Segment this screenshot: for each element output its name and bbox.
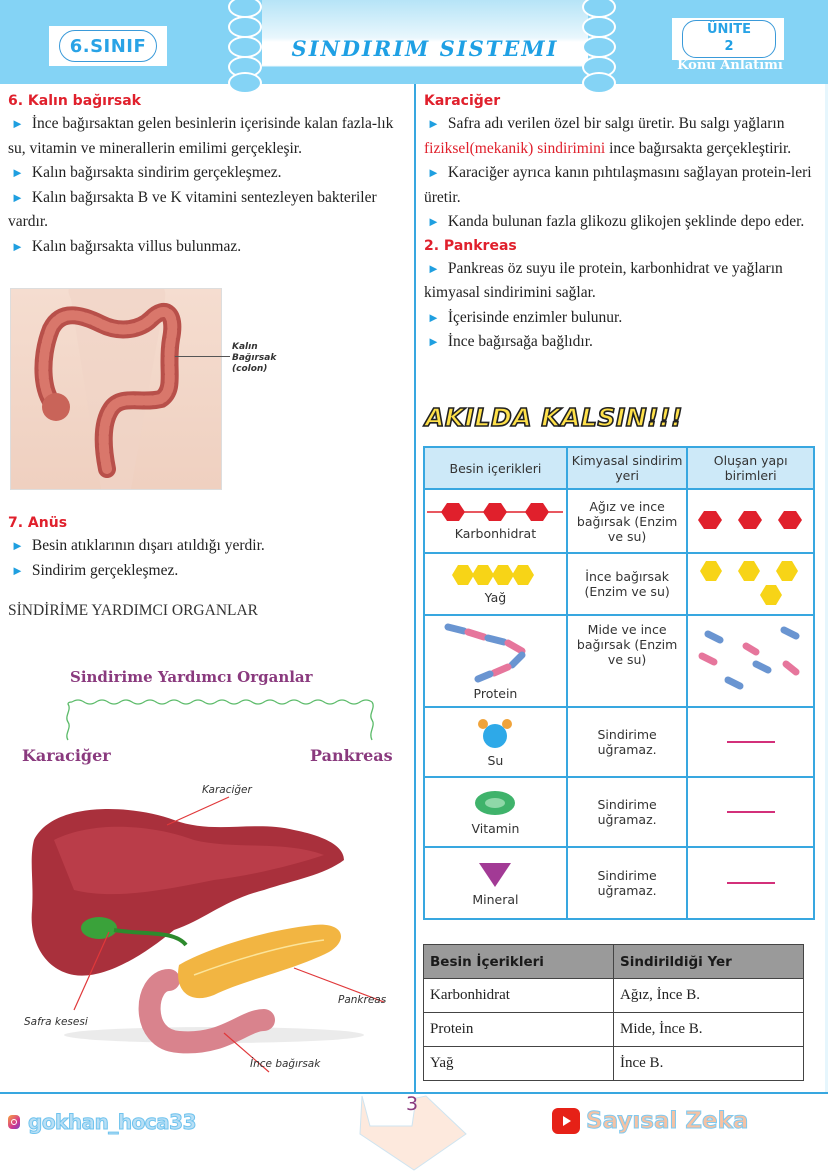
vitamin-icon — [470, 788, 520, 818]
digestion-place: Sindirime uğramaz. — [567, 777, 687, 847]
scallop-decoration-right — [582, 0, 618, 84]
bullet-item: ► Besin atıklarının dışarı atıldığı yerdir. — [11, 537, 265, 554]
digestion-place: Ağız ve ince bağırsak (Enzim ve su) — [567, 489, 687, 553]
column-header: Sindirildiği Yer — [614, 945, 804, 979]
table-row — [424, 553, 814, 615]
helper-organs-heading: SİNDİRİME YARDIMCI ORGANLAR — [8, 602, 259, 619]
bullet-item: ► Kanda bulunan fazla glikozu glikojen şeklinde depo eder. — [427, 213, 805, 230]
diagram-node-liver: Karaciğer — [22, 746, 111, 765]
no-product-dash — [727, 811, 775, 813]
section-title-liver: Karaciğer — [424, 93, 501, 109]
table-cell: Karbonhidrat — [424, 979, 614, 1013]
section-title-pancreas: 2. Pankreas — [424, 237, 517, 254]
bullet-item: ► Sindirim gerçekleşmez. — [11, 561, 179, 579]
bullet-item: ► İçerisinde enzimler bulunur. — [427, 308, 623, 326]
bullet-arrow-icon: ► — [427, 116, 440, 131]
table-row — [424, 777, 814, 847]
unit-badge — [672, 18, 784, 60]
youtube-channel-name: Sayısal Zeka — [586, 1108, 749, 1134]
protein-chain-icon — [440, 621, 550, 683]
right-column — [424, 90, 824, 355]
bullet-arrow-icon: ► — [427, 165, 440, 180]
table-row — [424, 979, 804, 1013]
youtube-icon — [552, 1108, 580, 1134]
diagram-node-pancreas: Pankreas — [310, 746, 393, 765]
large-intestine-illustration — [10, 288, 222, 490]
bullet-arrow-icon: ► — [427, 260, 440, 276]
bullet-item: ► Kalın bağırsakta sindirim gerçekleşmez. — [11, 164, 282, 181]
section-title-large-intestine: 6. Kalın bağırsak — [8, 93, 141, 109]
unit-number: 2 — [724, 39, 734, 54]
bullet-item: ► Kalın bağırsakta villus bulunmaz. — [11, 237, 242, 255]
anus-section — [8, 512, 408, 624]
nutrient-digestion-table — [423, 446, 815, 920]
grade-badge — [49, 26, 167, 66]
label-gallbladder: Safra kesesi — [24, 1016, 88, 1028]
bullet-arrow-icon: ► — [427, 309, 440, 325]
youtube-link[interactable] — [552, 1108, 748, 1134]
column-divider — [414, 84, 416, 1092]
instagram-icon — [8, 1115, 20, 1129]
page-header — [0, 0, 828, 84]
no-product-dash — [727, 882, 775, 884]
amino-acid-units-icon — [696, 624, 806, 696]
label-small-intestine: İnce bağırsak — [250, 1058, 321, 1070]
fatty-acid-units-icon — [696, 557, 806, 609]
table-row — [424, 847, 814, 919]
label-pointer-line — [175, 356, 230, 357]
bullet-arrow-icon: ► — [427, 214, 440, 229]
title-banner — [262, 0, 588, 84]
bullet-arrow-icon: ► — [11, 116, 24, 131]
nutrient-name: Su — [487, 753, 504, 768]
glucose-units-icon — [696, 509, 806, 531]
bullet-item: ► İnce bağırsağa bağlıdır. — [427, 333, 593, 350]
table-row — [424, 615, 814, 707]
bullet-arrow-icon: ► — [11, 189, 24, 205]
table-cell: Ağız, İnce B. — [614, 979, 804, 1013]
table-header-row — [424, 945, 804, 979]
table-row — [424, 1047, 804, 1081]
nutrient-name: Protein — [473, 686, 518, 701]
section-title-anus: 7. Anüs — [8, 515, 68, 531]
branch-connector — [62, 696, 382, 742]
bullet-arrow-icon: ► — [11, 238, 24, 254]
colon-label: Kalın Bağırsak (colon) — [232, 342, 277, 374]
bullet-item: ► Safra adı verilen özel bir salgı üretir. Bu salgı yağların fiziksel(mekanik) sindirimini ince bağırsakta gerçekleştirir. — [424, 115, 792, 157]
digestion-place: İnce bağırsak (Enzim ve su) — [567, 553, 687, 615]
column-header: Oluşan yapı birimleri — [687, 447, 814, 489]
no-product-dash — [727, 741, 775, 743]
page-title: SINDIRIM SISTEMI — [291, 36, 559, 61]
label-pancreas: Pankreas — [338, 994, 387, 1006]
column-header: Kimyasal sindirim yeri — [567, 447, 687, 489]
unit-label: ÜNITE — [706, 22, 752, 37]
left-column — [8, 90, 408, 259]
bullet-item: ► Pankreas öz suyu ile protein, karbonhidrat ve yağların kimyasal sindirimini sağlar. — [424, 259, 783, 301]
bullet-item: ► Karaciğer ayrıca kanın pıhtılaşmasını sağlayan protein-leri üretir. — [424, 164, 812, 206]
bullet-arrow-icon: ► — [11, 165, 24, 180]
column-header: Besin içerikleri — [424, 447, 567, 489]
digestion-summary-table — [423, 944, 804, 1081]
page-number: 3 — [406, 1093, 419, 1115]
digestion-place: Sindirime uğramaz. — [567, 707, 687, 777]
diagram-title: Sindirime Yardımcı Organlar — [70, 668, 313, 686]
grade-label: 6.SINIF — [59, 30, 157, 62]
table-cell: Mide, İnce B. — [614, 1013, 804, 1047]
table-cell: Protein — [424, 1013, 614, 1047]
liver-pancreas-illustration — [14, 780, 404, 1080]
carbohydrate-chain-icon — [427, 501, 563, 523]
table-cell: Yağ — [424, 1047, 614, 1081]
scallop-decoration-left — [228, 0, 264, 84]
nutrient-name: Vitamin — [471, 821, 520, 836]
bullet-arrow-icon: ► — [427, 334, 440, 349]
instagram-link[interactable] — [8, 1110, 196, 1134]
mineral-icon — [475, 859, 515, 889]
table-cell: İnce B. — [614, 1047, 804, 1081]
table-header-row — [424, 447, 814, 489]
table-row — [424, 489, 814, 553]
digestion-place: Mide ve ince bağırsak (Enzim ve su) — [567, 615, 687, 707]
digestion-place: Sindirime uğramaz. — [567, 847, 687, 919]
highlighted-term: fiziksel(mekanik) sindirimini — [424, 139, 606, 157]
column-header: Besin İçerikleri — [424, 945, 614, 979]
instagram-handle: gokhan_hoca33 — [28, 1110, 196, 1134]
unit-subtitle: Konu Anlatımı — [677, 58, 783, 73]
water-molecule-icon — [475, 716, 515, 750]
table-row — [424, 1013, 804, 1047]
label-liver: Karaciğer — [202, 784, 252, 796]
nutrient-name: Mineral — [472, 892, 519, 907]
bullet-arrow-icon: ► — [11, 562, 24, 578]
fat-chain-icon — [450, 563, 540, 587]
table-row — [424, 707, 814, 777]
remember-banner: AKILDA KALSIN!!! — [425, 403, 683, 432]
nutrient-name: Karbonhidrat — [454, 526, 537, 541]
bullet-item: ► İnce bağırsaktan gelen besinlerin içerisinde kalan fazla-lık su, vitamin ve minerallerin emilimi gerçekleşir. — [8, 115, 394, 157]
bullet-item: ► Kalın bağırsakta B ve K vitamini sentezleyen bakteriler vardır. — [8, 188, 377, 230]
nutrient-name: Yağ — [484, 590, 507, 605]
bullet-arrow-icon: ► — [11, 538, 24, 553]
